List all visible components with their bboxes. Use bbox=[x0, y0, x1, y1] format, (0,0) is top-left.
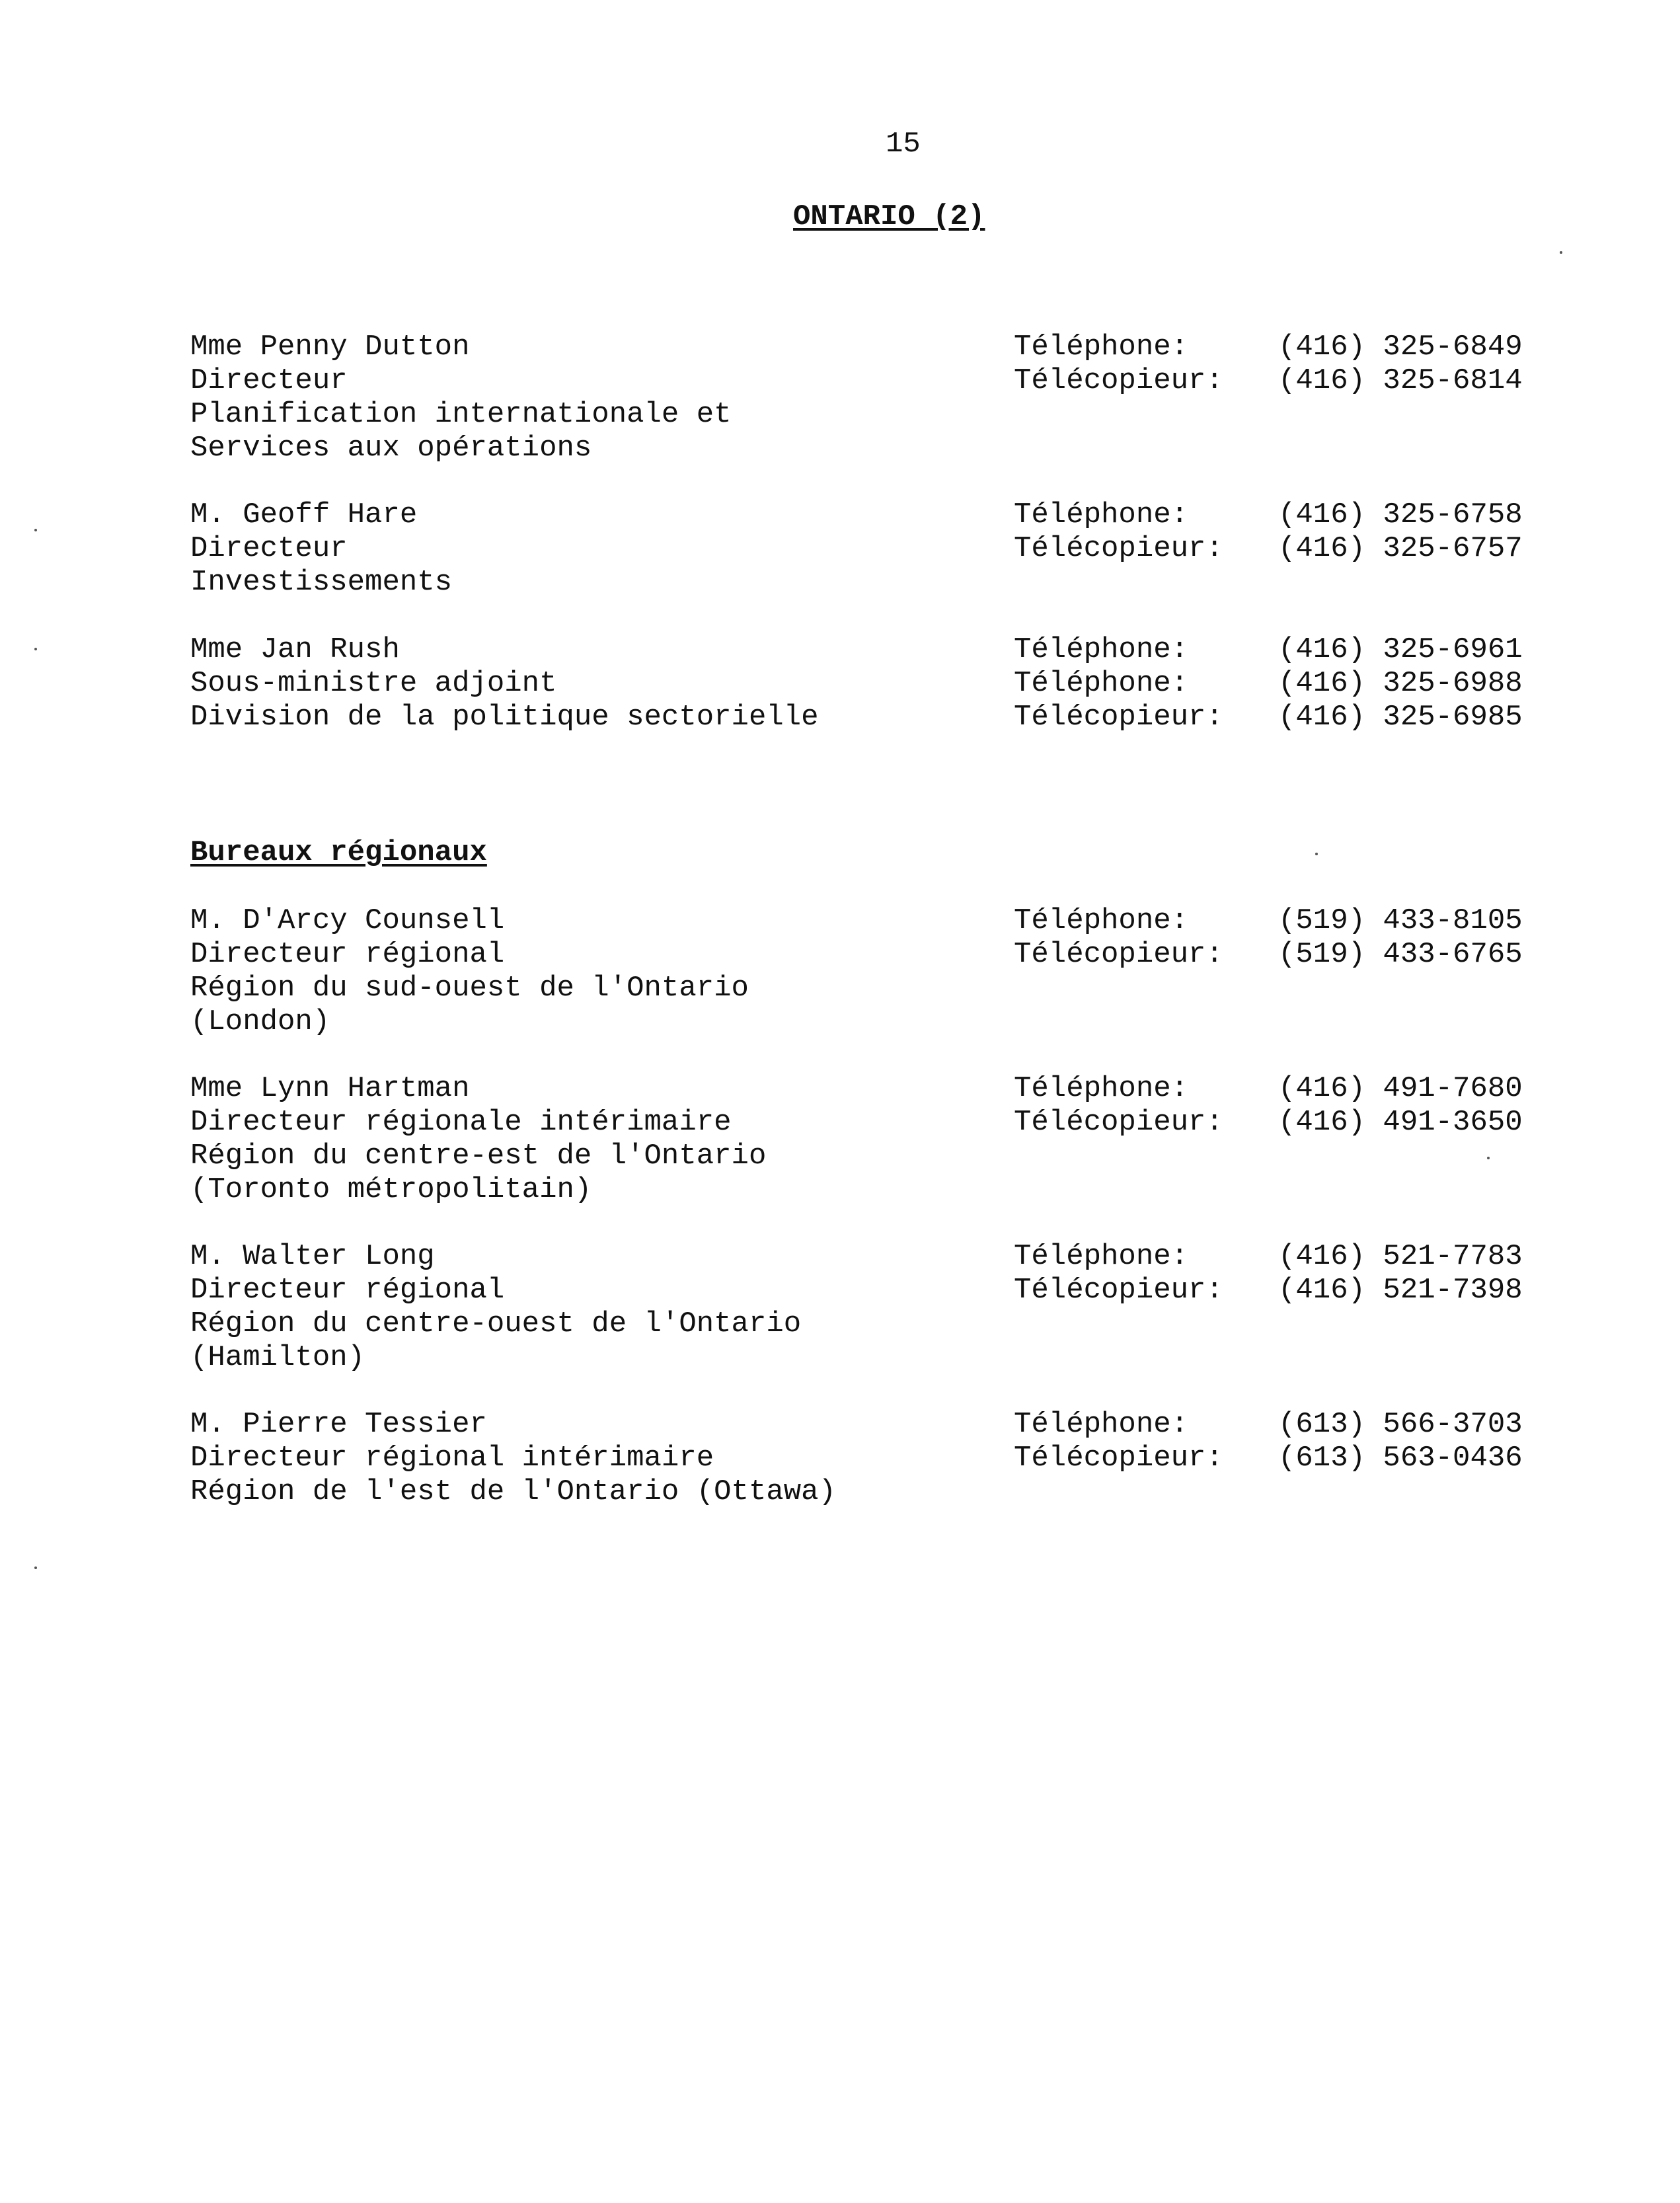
contact-number: (519) 433-8105 bbox=[1278, 904, 1523, 937]
contact-line bbox=[1014, 701, 1556, 734]
entry-city: (Hamilton) bbox=[190, 1341, 365, 1374]
scan-speck bbox=[1315, 853, 1318, 855]
contact-number: (416) 325-6961 bbox=[1278, 633, 1523, 666]
entry-title: Directeur bbox=[190, 364, 348, 397]
entry-contacts bbox=[1014, 633, 1556, 734]
entry-details bbox=[190, 330, 983, 465]
entry-name: Mme Penny Dutton bbox=[190, 330, 470, 364]
entry-name: M. Geoff Hare bbox=[190, 498, 418, 531]
entry-name: Mme Lynn Hartman bbox=[190, 1072, 470, 1105]
entry-details bbox=[190, 633, 983, 734]
entry-details bbox=[190, 1072, 983, 1207]
entry-title: Directeur bbox=[190, 532, 348, 565]
scan-speck bbox=[34, 1566, 37, 1569]
contact-label: Télécopieur: bbox=[1014, 1106, 1223, 1139]
contact-label: Télécopieur: bbox=[1014, 1442, 1223, 1475]
contact-label: Télécopieur: bbox=[1014, 701, 1223, 734]
contact-line bbox=[1014, 633, 1556, 667]
contact-number: (416) 325-6814 bbox=[1278, 364, 1523, 397]
contact-label: Télécopieur: bbox=[1014, 938, 1223, 971]
contact-label: Téléphone: bbox=[1014, 1240, 1189, 1273]
contact-label: Téléphone: bbox=[1014, 667, 1189, 700]
entry-city: (London) bbox=[190, 1005, 330, 1038]
contact-line bbox=[1014, 1072, 1556, 1106]
scan-speck bbox=[1560, 251, 1562, 254]
contact-number: (416) 521-7398 bbox=[1278, 1274, 1523, 1307]
entry-region: Région du sud-ouest de l'Ontario bbox=[190, 972, 749, 1005]
contact-label: Téléphone: bbox=[1014, 904, 1189, 937]
contact-number: (416) 491-7680 bbox=[1278, 1072, 1523, 1105]
contact-line bbox=[1014, 364, 1556, 398]
contact-line bbox=[1014, 330, 1556, 364]
contact-number: (416) 521-7783 bbox=[1278, 1240, 1523, 1273]
page-title: ONTARIO (2) bbox=[793, 200, 985, 233]
entry-title: Directeur régional bbox=[190, 938, 505, 971]
contact-number: (613) 566-3703 bbox=[1278, 1408, 1523, 1441]
entry-contacts bbox=[1014, 1240, 1556, 1307]
contact-line bbox=[1014, 904, 1556, 938]
entry-department: Services aux opérations bbox=[190, 432, 592, 465]
entry-details bbox=[190, 498, 983, 599]
contact-line bbox=[1014, 498, 1556, 532]
entry-name: M. Walter Long bbox=[190, 1240, 435, 1273]
contact-label: Télécopieur: bbox=[1014, 364, 1223, 397]
contact-line bbox=[1014, 532, 1556, 566]
contact-number: (416) 325-6757 bbox=[1278, 532, 1523, 565]
contact-line bbox=[1014, 667, 1556, 701]
entry-name: M. Pierre Tessier bbox=[190, 1408, 487, 1441]
contact-number: (416) 325-6985 bbox=[1278, 701, 1523, 734]
entry-title: Directeur régional intérimaire bbox=[190, 1442, 714, 1475]
contact-number: (416) 325-6758 bbox=[1278, 498, 1523, 531]
scan-speck bbox=[34, 648, 37, 650]
entry-city: (Toronto métropolitain) bbox=[190, 1173, 592, 1206]
entry-details bbox=[190, 1240, 983, 1375]
entry-details bbox=[190, 904, 983, 1039]
contact-label: Téléphone: bbox=[1014, 330, 1189, 364]
contact-line bbox=[1014, 1240, 1556, 1274]
contact-number: (519) 433-6765 bbox=[1278, 938, 1523, 971]
contact-line bbox=[1014, 1408, 1556, 1442]
scan-speck bbox=[1487, 1157, 1490, 1159]
contact-label: Télécopieur: bbox=[1014, 1274, 1223, 1307]
entry-department: Division de la politique sectorielle bbox=[190, 701, 819, 734]
contact-line bbox=[1014, 938, 1556, 972]
entry-contacts bbox=[1014, 498, 1556, 566]
contact-number: (613) 563-0436 bbox=[1278, 1442, 1523, 1475]
entry-department: Investissements bbox=[190, 566, 453, 599]
entry-region: Région de l'est de l'Ontario (Ottawa) bbox=[190, 1475, 836, 1508]
entry-contacts bbox=[1014, 1408, 1556, 1475]
contact-label: Téléphone: bbox=[1014, 498, 1189, 531]
contact-label: Télécopieur: bbox=[1014, 532, 1223, 565]
page-number: 15 bbox=[886, 128, 921, 161]
entry-title: Sous-ministre adjoint bbox=[190, 667, 557, 700]
entry-department: Planification internationale et bbox=[190, 398, 732, 431]
contact-label: Téléphone: bbox=[1014, 1408, 1189, 1441]
contact-number: (416) 491-3650 bbox=[1278, 1106, 1523, 1139]
entry-region: Région du centre-est de l'Ontario bbox=[190, 1140, 767, 1173]
contact-line bbox=[1014, 1106, 1556, 1140]
entry-title: Directeur régional bbox=[190, 1274, 505, 1307]
entry-name: M. D'Arcy Counsell bbox=[190, 904, 505, 937]
entry-region: Région du centre-ouest de l'Ontario bbox=[190, 1307, 802, 1340]
section-heading: Bureaux régionaux bbox=[190, 836, 487, 869]
contact-number: (416) 325-6849 bbox=[1278, 330, 1523, 364]
entry-title: Directeur régionale intérimaire bbox=[190, 1106, 732, 1139]
contact-label: Téléphone: bbox=[1014, 633, 1189, 666]
entry-contacts bbox=[1014, 330, 1556, 398]
scan-speck bbox=[34, 529, 37, 531]
contact-label: Téléphone: bbox=[1014, 1072, 1189, 1105]
contact-line bbox=[1014, 1442, 1556, 1475]
entry-details bbox=[190, 1408, 983, 1509]
entry-name: Mme Jan Rush bbox=[190, 633, 400, 666]
entry-contacts bbox=[1014, 1072, 1556, 1140]
entry-contacts bbox=[1014, 904, 1556, 972]
contact-number: (416) 325-6988 bbox=[1278, 667, 1523, 700]
contact-line bbox=[1014, 1274, 1556, 1307]
